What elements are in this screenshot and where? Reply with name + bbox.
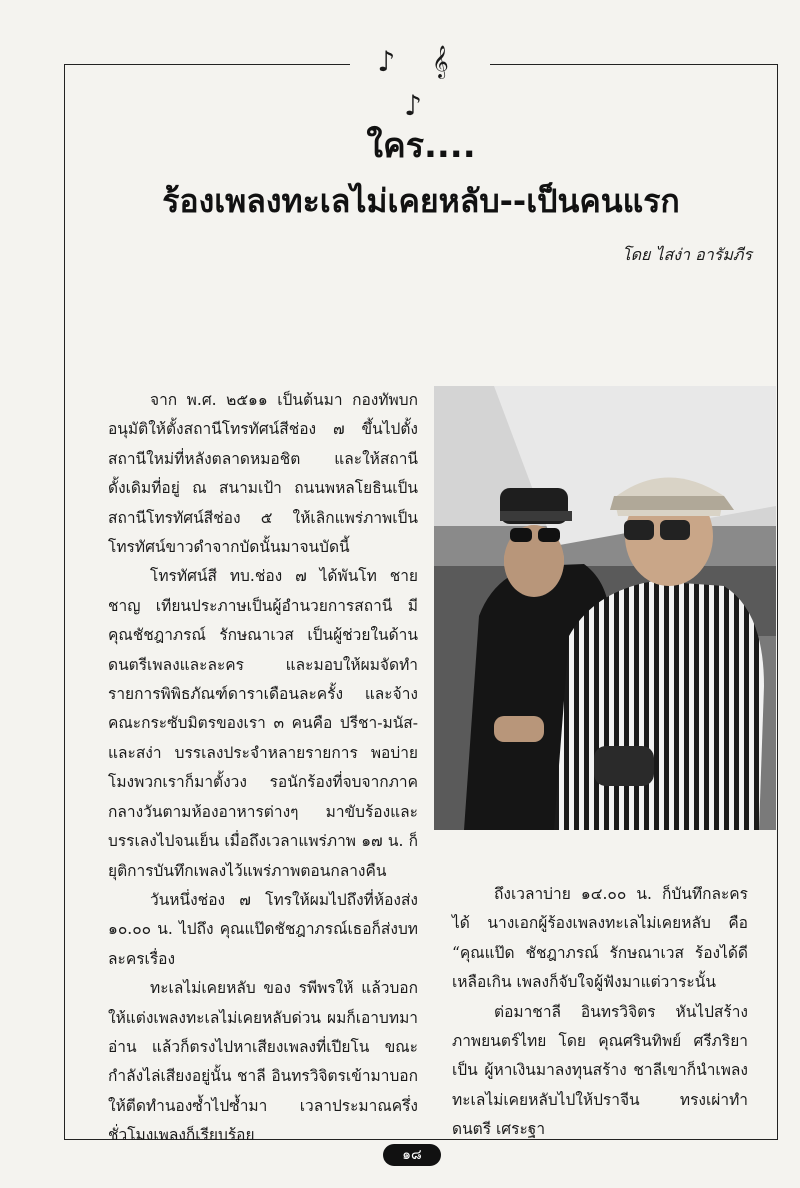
paragraph: ถึงเวลาบ่าย ๑๔.๐๐ น. ก็บันทึกละครได้ นางเอกผู้ร้องเพลงทะเลไม่เคยหลับ คือ “คุณแป๊ด ชัชฎาภรณ์ รักษณาเวส ร้องได้ดีเหลือเกิน เพลงก็จับใจผู้ฟังมาแต่วาระนั้น	[452, 885, 748, 992]
author-byline: โดย ไสง่า อารัมภีร	[621, 245, 752, 264]
left-column	[108, 386, 418, 1151]
music-notes-ornament: ♪ 𝄞 ♪	[350, 40, 490, 84]
paragraph: โทรทัศน์สี ทบ.ช่อง ๗ ได้พันโท ชายชาญ เทียนประภาษเป็นผู้อำนวยการสถานี มีคุณชัชฎาภรณ์ รักษณาเวส เป็นผู้ช่วยในด้านดนตรีเพลงและละคร และมอบให้ผมจัดทำรายการพิพิธภัณฑ์ดาราเดือนละครั้ง และจ้างคณะกระซับมิตรของเรา ๓ คนคือ ปรีชา-มนัส-และสง่า บรรเลงประจำหลายรายการ พอบ่ายโมงพวกเราก็มาตั้งวง รอนักร้องที่จบจากภาคกลางวันตามห้องอาหารต่างๆ มาขับร้องและบรรเลงไปจนเย็น เมื่อถึงเวลาแพร่ภาพ ๑๗ น. ก็ยุติการบันทึกเพลงไว้แพร่ภาพตอนกลางคืน	[108, 567, 418, 880]
paragraph: ต่อมาชาลี อินทรวิจิตร หันไปสร้างภาพยนตร์ไทย โดย คุณศรินทิพย์ ศรีภริยาเป็น ผู้หาเงินมาลงทุนสร้าง ชาลีเขาก็นำเพลงทะเลไม่เคยหลับไปให้ปราจีน ทรงเผ่าทำดนตรี เศระฐา	[452, 1002, 748, 1139]
paragraph: จาก พ.ศ. ๒๕๑๑ เป็นต้นมา กองทัพบก อนุมัติให้ตั้งสถานีโทรทัศน์สีช่อง ๗ ขึ้นไปตั้งสถานีใหม่ที่หลังตลาดหมอชิต และให้สถานีดั้งเดิมที่อยู่ ณ สนามเป้า ถนนพหลโยธินเป็นสถานีโทรทัศน์สีช่อง ๕ ให้เลิกแพร่ภาพเป็นโทรทัศน์ขาวดำจากบัดนั้นมาจนบัดนี้	[108, 391, 418, 557]
right-column	[452, 880, 748, 1145]
paragraph: ทะเลไม่เคยหลับ ของ รพีพรให้ แล้วบอกให้แต่งเพลงทะเลไม่เคยหลับด่วน ผมก็เอาบทมาอ่าน แล้วก็ตรงไปหาเสียงเพลงที่เปียโน ขณะกำลังไล่เสียงอยู่นั้น ชาลี อินทรวิจิตรเข้ามาบอกให้ตีดทำนองซ้ำไปซ้ำมา เวลาประมาณครึ่งชั่วโมงเพลงก็เรียบร้อย	[108, 979, 418, 1145]
photo-two-men	[434, 386, 776, 830]
paragraph: วันหนึ่งช่อง ๗ โทรให้ผมไปถึงที่ห้องส่ง ๑๐.๐๐ น. ไปถึง คุณแป๊ดชัชฎาภรณ์เธอก็ส่งบทละครเรื่อง	[108, 890, 418, 968]
page-number: ๑๘	[383, 1144, 441, 1166]
title-line-2: ร้องเพลงทะเลไม่เคยหลับ--เป็นคนแรก	[162, 182, 680, 220]
title-line-1: ใคร....	[366, 126, 476, 166]
